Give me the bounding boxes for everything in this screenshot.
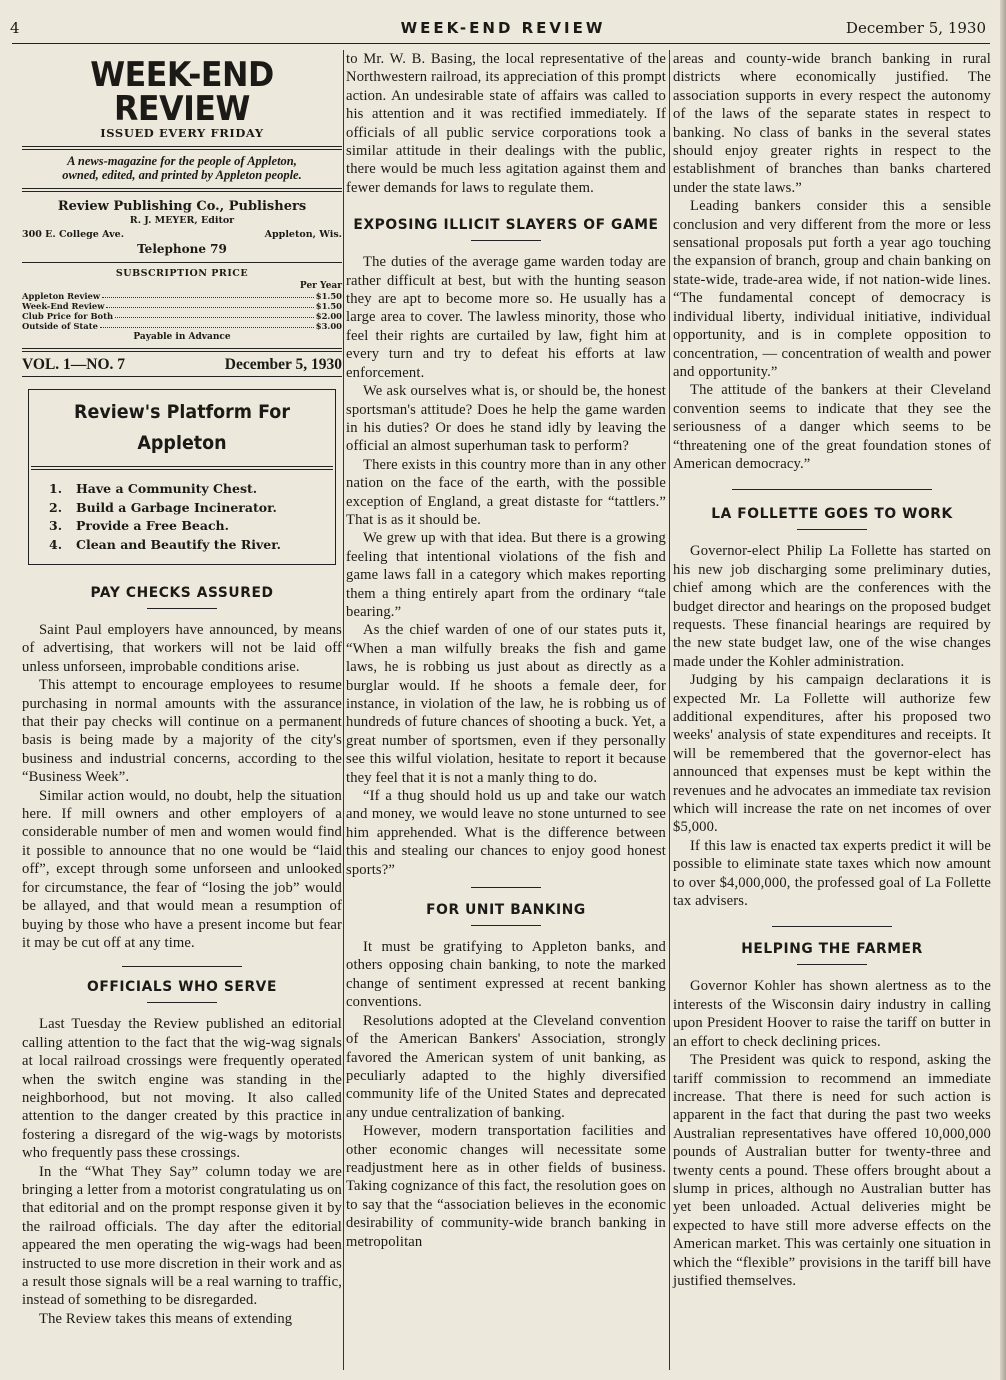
payable-note: Payable in Advance	[133, 332, 231, 342]
paragraph: It must be gratifying to Appleton banks, and others opposing chain banking, to note the marked change of sentiment expressed at recent banking conventions.	[346, 939, 666, 1011]
platform-item	[49, 536, 335, 555]
issue-date: December 5, 1930	[224, 356, 342, 373]
article-unit-banking	[346, 902, 666, 1251]
column-divider	[343, 50, 344, 1370]
item-text: Clean and Beautify the River.	[76, 536, 281, 552]
masthead	[22, 55, 342, 377]
masthead-tagline	[22, 154, 342, 182]
article-game	[346, 217, 666, 879]
paragraph-continued: to Mr. W. B. Basing, the local representative of the Northwestern railroad, its appreciation of this prompt action. An undesirable state of affairs was called to his attention and it was rectified immediately. If officials of all public service corporations took a similar attitude in their dealings with the public, there would be much less agitation against them and fewer demands for laws to regulate them.	[346, 51, 666, 196]
platform-item	[49, 499, 335, 518]
column-3	[673, 50, 991, 1290]
running-title: WEEK-END REVIEW	[400, 19, 606, 37]
price-row	[22, 311, 342, 321]
platform-title-line: Review's Platform For	[74, 401, 290, 423]
paragraph: “If a thug should hold us up and take our watch and money, we would leave no stone unturned to see him apprehended. What is the difference between this and stealing our chances to enjoy good honest sports?”	[346, 788, 666, 878]
price-list	[22, 291, 342, 331]
paragraph: There exists in this country more than in any other nation on the face of the earth, with the possible exception of England, a great distaste for “tattlers.” That is as it should be.	[346, 456, 666, 528]
publisher-name: Review Publishing Co., Publishers	[57, 199, 307, 214]
item-number: 3.	[49, 518, 63, 533]
headline: EXPOSING ILLICIT SLAYERS OF GAME	[353, 217, 659, 234]
masthead-title: WEEK-END REVIEW	[90, 55, 274, 129]
divider	[732, 489, 932, 490]
item-text: Provide a Free Beach.	[76, 518, 229, 533]
paragraph-continued: areas and county-wide branch banking in rural districts where economically justified. The association supports in every respect the autonomy of the laws of the separate states in respect to banking. No class of banks in the several states should enjoy greater rights in respect to the establishment of branches than banks chartered under the state laws.”	[673, 51, 991, 196]
divider	[147, 608, 217, 609]
column-2	[346, 50, 666, 1251]
divider	[22, 348, 342, 352]
paragraph: If this law is enacted tax experts predict it will be possible to eliminate state taxes which now amount to over $4,000,000, the professed goal of La Follette tax advisers.	[673, 837, 991, 910]
price-label: Outside of State	[22, 321, 98, 331]
headline: PAY CHECKS ASSURED	[90, 585, 274, 601]
divider	[122, 966, 242, 967]
page-number: 4	[10, 19, 20, 37]
column-divider	[669, 50, 670, 1370]
divider	[772, 926, 892, 927]
masthead-subtitle: ISSUED EVERY FRIDAY	[100, 126, 264, 140]
paragraph: Last Tuesday the Review published an editorial calling attention to the fact that the wig-wag signals at local railroad crossings were frequently operated when the switch engine was standing in the neighborhood, but not moving. It also called attention to the danger created by this practice in fostering a disregard of the wig-wags by motorists who frequently pass these crossings.	[22, 1016, 342, 1162]
headline: FOR UNIT BANKING	[426, 902, 586, 919]
dot-leader	[115, 311, 314, 318]
item-text: Have a Community Chest.	[76, 481, 258, 496]
paragraph: Leading bankers consider this a sensible conclusion and very different from the more or less sensational proposals put forth a year ago touching the expansion of branch, group and chain banking on state-wide, trade-area wide, if not nation-wide lines. “The fundamental concept of democracy is individual liberty, individual initiative, individual opportunity, and is in complete opposition to concentration, — concentration of wealth and power and opportunity.”	[673, 198, 991, 380]
platform-title	[41, 390, 323, 466]
divider	[471, 887, 541, 888]
divider	[22, 262, 342, 263]
article-officials	[22, 979, 342, 1328]
platform-list	[29, 470, 335, 564]
dot-leader	[106, 301, 313, 308]
city: Appleton, Wis.	[264, 229, 342, 240]
header-rule	[12, 43, 990, 44]
item-number: 4.	[49, 536, 63, 552]
divider	[22, 376, 342, 377]
divider	[471, 240, 541, 241]
per-year-label: Per Year	[299, 281, 342, 291]
divider	[22, 188, 342, 192]
price-label: Appleton Review	[22, 291, 101, 301]
subscription-heading: SUBSCRIPTION PRICE	[115, 268, 249, 279]
paragraph: Judging by his campaign declarations it is expected Mr. La Follette will authorize few additional expenditures, after his proposed two weeks' analysis of state expenditures and receipts. It will be remembered that the governor-elect has announced that expenses must be kept within the revenues and he advocates an immediate tax revision which will increase the rate on net incomes of over $5,000.	[673, 672, 991, 836]
price-label: Club Price for Both	[22, 311, 114, 321]
price-value: $1.50	[315, 291, 342, 301]
address-row	[22, 229, 342, 240]
column-1	[22, 50, 342, 1328]
divider	[797, 529, 867, 530]
paragraph: We ask ourselves what is, or should be, the honest sportsman's attitude? Does he help the game warden in his duties? Or does he stand idly by leaving the official an almost superhuman task to perform?	[346, 383, 666, 455]
platform-box	[28, 389, 336, 565]
paragraph: The Review takes this means of extending	[39, 1310, 293, 1327]
item-number: 2.	[49, 499, 63, 515]
paragraph: Governor Kohler has shown alertness as to the interests of the Wisconsin dairy industry in calling upon President Hoover to raise the tariff on butter in an effort to check declining prices.	[673, 978, 991, 1050]
divider	[147, 1002, 217, 1003]
editor-name: R. J. MEYER, Editor	[129, 215, 235, 226]
page-edge	[1000, 0, 1006, 1380]
paragraph: In the “What They Say” column today we are bringing a letter from a motorist congratulating us on that editorial and on the prompt response given it by the railroad officials. The day after the editorial appeared the men operating the wig-wags had been instructed to use more discretion in their work and as a result those signals will be a real warning to traffic, instead of something to be disregarded.	[22, 1163, 342, 1309]
tagline-line: A news-magazine for the people of Appleton,	[67, 154, 297, 168]
paragraph: The President was quick to respond, asking the tariff commission to recommend an immediate increase. That there is need for such action is apparent in the fact that during the past two weeks Australian representatives have offered 10,000,000 pounds of Australian butter for twenty-three and twenty cents a pound. These offers brought about a slump in prices, although no Australian butter has yet been unloaded. Actual deliveries might be expected to have still more adverse effects on the American market. This was certainly one situation in which the “flexible” provisions in the tariff bill have justified themselves.	[673, 1052, 991, 1289]
paragraph: Similar action would, no doubt, help the situation here. If mill owners and other employers of a considerable number of men and women would find it possible to announce that no one would be “laid off”, except through some unforseen and unlooked for circumstance, the fear of “losing the job” would be allayed, and that would mean a resumption of buying by those who have a present income but fear it may be cut off at any time.	[22, 787, 342, 951]
tagline-line: owned, edited, and printed by Appleton people.	[62, 168, 302, 182]
paragraph: However, modern transportation facilities and other economic changes will necessitate some readjustment here as in other fields of business. Taking cognizance of this fact, the resolution goes on to say that the “association believes in the economic desirability of community-wide branch banking in metropolitan	[346, 1123, 666, 1250]
paragraph: Governor-elect Philip La Follette has started on his new job discharging some preliminary duties, chief among which are the conferences with the budget director and hearings on the proposed budget requests. These financial hearings are required by the new state budget law, one of the wise changes made under the Kohler administration.	[673, 543, 991, 670]
paragraph: We grew up with that idea. But there is a growing feeling that intentional violations of the fish and game laws fall in a category which makes reporting them a thing entirely apart from the ordinary “tale bearing.”	[346, 530, 666, 620]
price-value: $3.00	[315, 321, 342, 331]
volume-number: VOL. 1—NO. 7	[22, 356, 126, 373]
paragraph: The duties of the average game warden today are rather difficult at best, but with the hunting season they are apt to become more so. He usually has a large area to cover. The lawless minority, those who feel their rights are curtailed by law, fight him at every turn and try to defeat his efforts at law enforcement.	[346, 254, 666, 381]
platform-title-line: Appleton	[137, 432, 227, 454]
dot-leader	[102, 291, 314, 298]
item-text: Build a Garbage Incinerator.	[76, 499, 277, 515]
paragraph: Saint Paul employers have announced, by means of advertising, that workers will not be laid off unless unforseen, improbable conditions arise.	[22, 622, 342, 675]
headline: HELPING THE FARMER	[741, 941, 923, 958]
telephone: Telephone 79	[137, 242, 227, 256]
headline: OFFICIALS WHO SERVE	[87, 979, 277, 996]
divider	[797, 964, 867, 965]
platform-item	[49, 480, 335, 499]
price-row	[22, 321, 342, 331]
paragraph: Resolutions adopted at the Cleveland convention of the American Bankers' Association, strongly favored the American system of unit banking, as peculiarly adapted to the highly diversified community life of the United States and deprecated any undue centralization of banking.	[346, 1012, 666, 1121]
volume-row	[22, 356, 342, 374]
price-value: $1.50	[315, 301, 342, 311]
paragraph: As the chief warden of one of our states puts it, “When a man wilfully breaks the fish and game laws, he is robbing us just about as directly as a burglar would. If he shoots a female deer, for instance, in violation of the law, he is robbing us of hundreds of future chances of shooting a buck. Yet, a great number of sportsmen, even if they personally see this wilful violation, hesitate to report it because they feel that it is not a manly thing to do.	[346, 622, 666, 786]
divider	[22, 146, 342, 150]
price-value: $2.00	[315, 311, 342, 321]
headline: LA FOLLETTE GOES TO WORK	[711, 506, 953, 523]
article-farmer	[673, 941, 991, 1290]
street-address: 300 E. College Ave.	[22, 229, 125, 240]
dot-leader	[100, 321, 314, 328]
price-row	[22, 301, 342, 311]
platform-item	[49, 517, 335, 536]
divider	[471, 925, 541, 926]
price-label: Week-End Review	[22, 301, 105, 311]
paragraph: This attempt to encourage employees to resume purchasing in normal amounts with the assurance that their pay checks will continue on a permanent basis is being made by a majority of the city's business and industrial concerns, according to the “Business Week”.	[22, 677, 342, 786]
article-la-follette	[673, 506, 991, 910]
article-pay-checks	[22, 585, 342, 952]
paragraph: The attitude of the bankers at their Cleveland convention seems to indicate that they see the seriousness of a danger which seems to be “threatening one of the great foundation stones of American democracy.”	[673, 382, 991, 472]
item-number: 1.	[49, 481, 63, 496]
running-header	[0, 0, 1006, 46]
running-date: December 5, 1930	[845, 19, 986, 37]
price-row	[22, 291, 342, 301]
